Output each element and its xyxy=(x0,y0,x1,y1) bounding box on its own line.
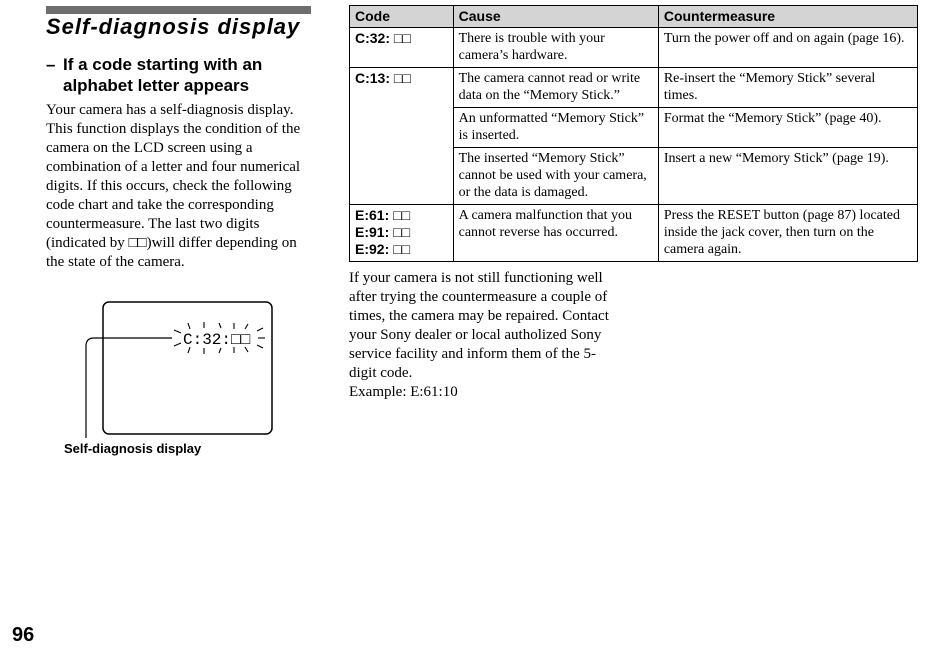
header-cause: Cause xyxy=(453,6,658,28)
lcd-code-text: C:32:□□ xyxy=(183,331,251,349)
countermeasure-cell: Format the “Memory Stick” (page 40). xyxy=(658,108,917,148)
title-bar xyxy=(46,6,311,14)
code-value: C:13: □□ xyxy=(355,70,411,86)
cause-cell: The camera cannot read or write data on the “Memory Stick.” xyxy=(453,68,658,108)
section-heading xyxy=(46,54,311,96)
page-number: 96 xyxy=(12,624,35,646)
countermeasure-cell: Turn the power off and on again (page 16). xyxy=(658,28,917,68)
code-chart xyxy=(349,5,918,262)
intro-paragraph: Your camera has a self-diagnosis display. This function displays the condition of the camera on the LCD screen using a combination of a letter and four numerical digits. If this occurs, check the following code chart and take the corresponding countermeasure. The last two digits (indicated by □□)will differ depending on the state of the camera. xyxy=(46,102,301,270)
code-value: E:61: □□ xyxy=(355,207,411,223)
code-value: C:32: □□ xyxy=(355,30,411,46)
code-cell xyxy=(350,28,454,68)
cause-cell: An unformatted “Memory Stick” is inserted. xyxy=(453,108,658,148)
code-value: E:91: □□ xyxy=(355,224,411,240)
repair-note-text: If your camera is not still functioning well after trying the countermeasure a couple of times, the camera may be repaired. Contact your Sony dealer or local autholized Sony service facility and inform them of the 5-digit code. xyxy=(349,270,609,381)
countermeasure-cell: Insert a new “Memory Stick” (page 19). xyxy=(658,148,917,205)
cause-cell: There is trouble with your camera’s hardware. xyxy=(453,28,658,68)
lcd-frame xyxy=(103,302,272,434)
cause-cell: A camera malfunction that you cannot reverse has occurred. xyxy=(453,205,658,262)
code-cell xyxy=(350,205,454,262)
page-title: Self-diagnosis display xyxy=(46,14,301,39)
countermeasure-cell: Re-insert the “Memory Stick” several times. xyxy=(658,68,917,108)
illustration-caption: Self-diagnosis display xyxy=(64,441,202,456)
table-row xyxy=(350,68,918,108)
table-header-row xyxy=(350,6,918,28)
leader-line xyxy=(86,338,172,438)
repair-note xyxy=(349,269,619,402)
header-code: Code xyxy=(350,6,454,28)
table-row xyxy=(350,205,918,262)
heading-dash: – xyxy=(46,55,56,74)
table-row xyxy=(350,28,918,68)
repair-note-example: Example: E:61:10 xyxy=(349,384,458,400)
header-countermeasure: Countermeasure xyxy=(658,6,917,28)
cause-cell: The inserted “Memory Stick” cannot be used with your camera, or the data is damaged. xyxy=(453,148,658,205)
heading-text: If a code starting with an alphabet letter appears xyxy=(63,55,263,95)
countermeasure-cell: Press the RESET button (page 87) located inside the jack cover, then turn on the camera again. xyxy=(658,205,917,262)
code-value: E:92: □□ xyxy=(355,241,411,257)
code-cell xyxy=(350,68,454,205)
